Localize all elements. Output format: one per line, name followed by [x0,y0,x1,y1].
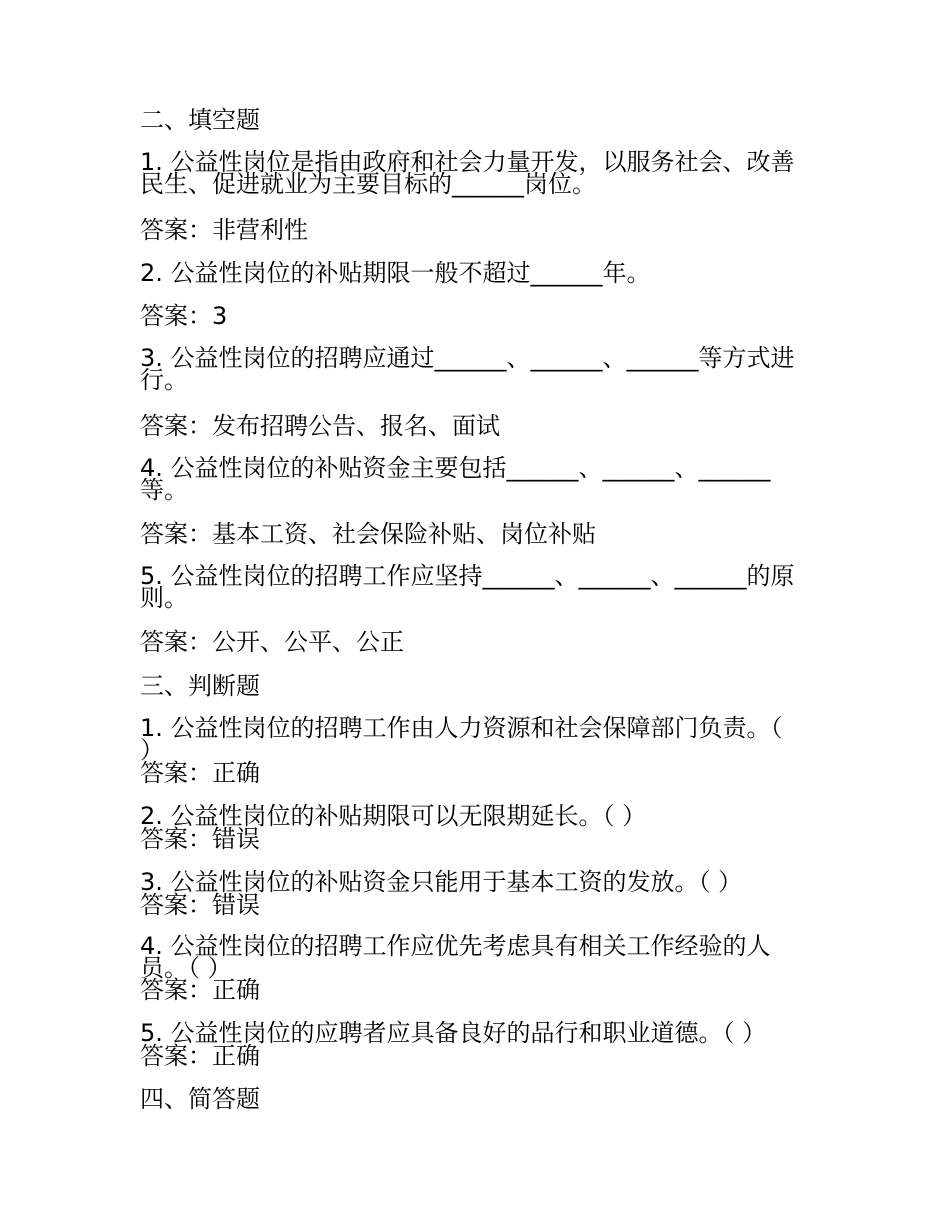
fill-answer-5: 答案：公开、公平、公正 [140,628,404,656]
fill-question-5: 5. 公益性岗位的招聘工作应坚持______、______、______的原则。 [140,562,795,612]
tf-question-5: 5. 公益性岗位的应聘者应具备良好的品行和职业道德。（ ） [140,1019,767,1047]
tf-question-1: 1. 公益性岗位的招聘工作由人力资源和社会保障部门负责。（ ） [140,714,783,764]
section-heading-true-false: 三、判断题 [140,672,260,700]
tf-question-3: 3. 公益性岗位的补贴资金只能用于基本工资的发放。（ ） [140,868,743,896]
fill-question-4: 4. 公益性岗位的补贴资金主要包括______、______、______等。 [140,454,771,504]
fill-question-1: 1. 公益性岗位是指由政府和社会力量开发，以服务社会、改善民生、促进就业为主要目标的______岗位。 [140,148,795,198]
section-heading-fill-in: 二、填空题 [140,106,260,134]
tf-answer-2: 答案：错误 [140,825,260,853]
tf-answer-1: 答案：正确 [140,759,260,787]
tf-question-4: 4. 公益性岗位的招聘工作应优先考虑具有相关工作经验的人员。（ ） [140,932,771,982]
fill-answer-4: 答案：基本工资、社会保险补贴、岗位补贴 [140,520,596,548]
tf-answer-4: 答案：正确 [140,976,260,1004]
tf-question-2: 2. 公益性岗位的补贴期限可以无限期延长。（ ） [140,802,647,830]
tf-answer-5: 答案：正确 [140,1042,260,1070]
fill-question-3: 3. 公益性岗位的招聘应通过______、______、______等方式进行。 [140,344,795,394]
fill-answer-2: 答案：3 [140,302,228,330]
tf-answer-3: 答案：错误 [140,891,260,919]
section-heading-short-answer: 四、简答题 [140,1085,260,1113]
fill-answer-1: 答案：非营利性 [140,216,308,244]
fill-question-2: 2. 公益性岗位的补贴期限一般不超过______年。 [140,259,651,287]
fill-answer-3: 答案：发布招聘公告、报名、面试 [140,412,500,440]
